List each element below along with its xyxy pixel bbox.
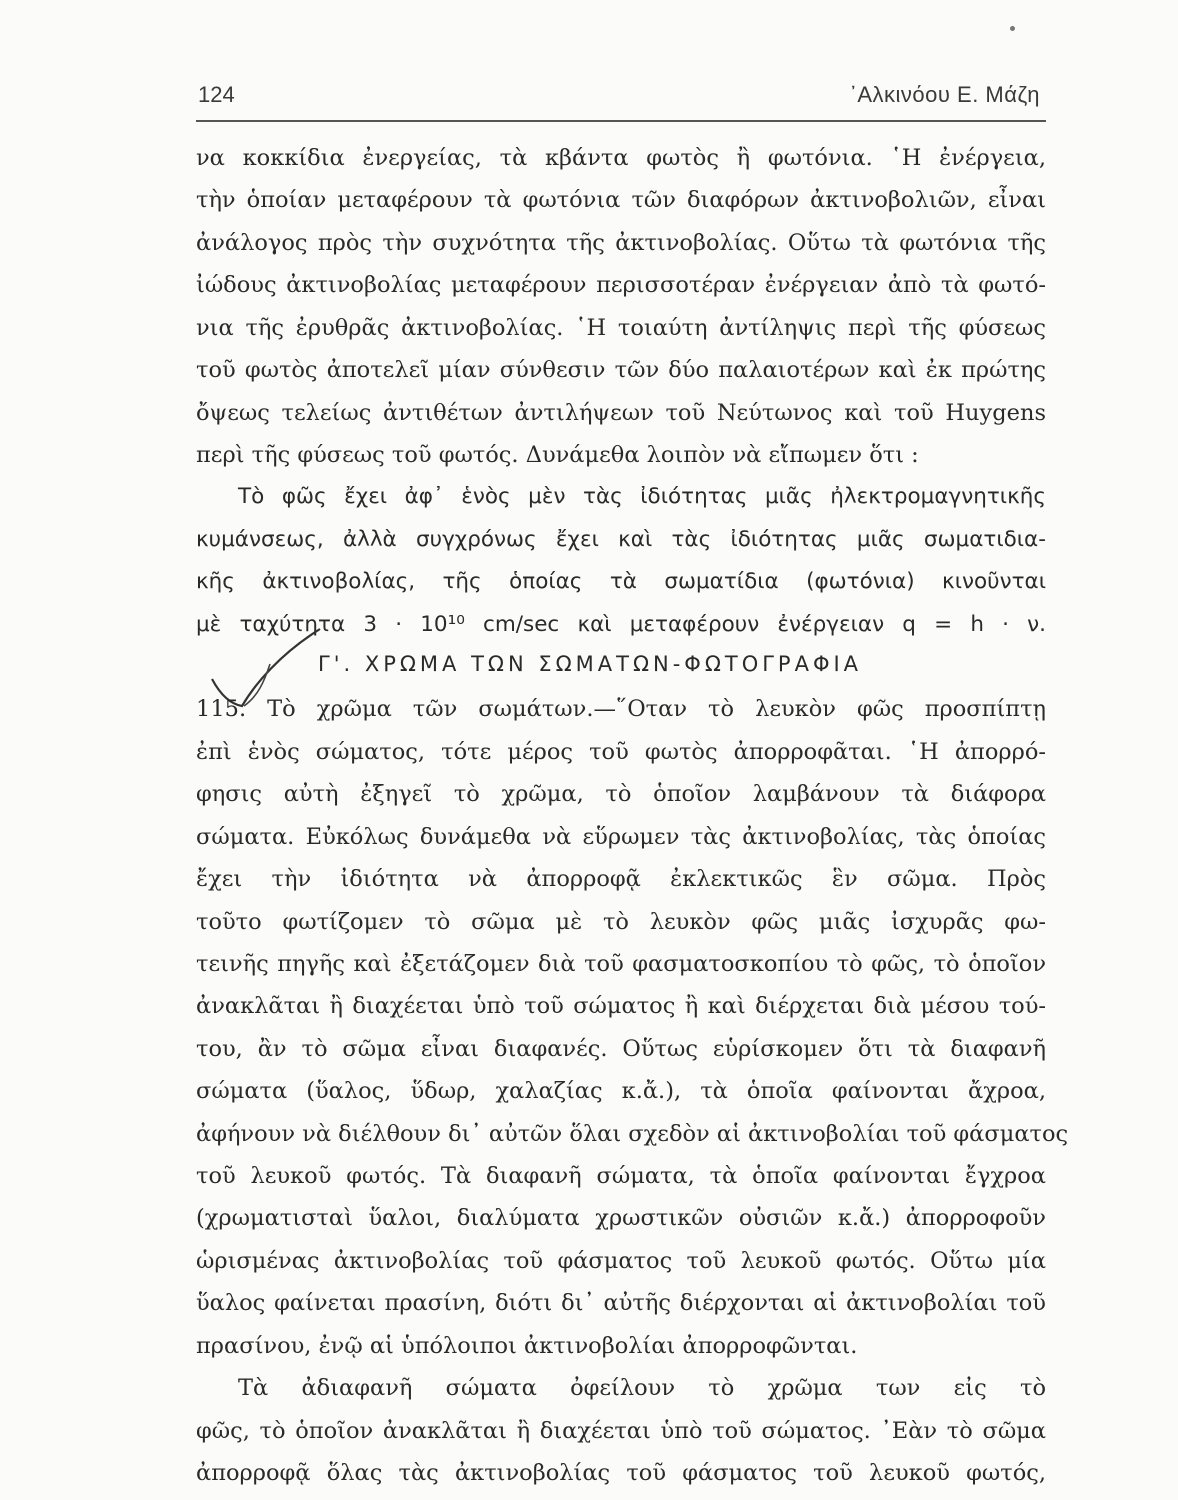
text-line: (χρωματισταὶ ὕαλοι, διαλύματα χρωστικῶν οὐσιῶν κ.ἄ.) ἀπορροφοῦν [196, 1205, 1046, 1232]
statement-line: μὲ ταχύτητα 3 · 10¹⁰ cm/sec καὶ μεταφέρουν ἐνέργειαν q = h · ν. [196, 611, 1046, 637]
text-line: τὴν ὁποίαν μεταφέρουν τὰ φωτόνια τῶν διαφόρων ἀκτινοβολιῶν, εἶναι [196, 187, 1046, 214]
text-line: τοῦ φωτὸς ἀποτελεῖ μίαν σύνθεσιν τῶν δύο παλαιοτέρων καὶ ἐκ πρώτης [196, 357, 1046, 384]
text-line: ἀφήνουν νὰ διέλθουν δι᾽ αὐτῶν ὅλαι σχεδὸν αἱ ἀκτινοβολίαι τοῦ φάσματος [196, 1120, 1069, 1147]
page-header [196, 80, 1040, 116]
running-title: ᾽Αλκινόου Ε. Μάζη [849, 82, 1040, 107]
statement-line: Τὸ φῶς ἔχει ἀφ᾽ ἑνὸς μὲν τὰς ἰδιότητας μιᾶς ἠλεκτρομαγνητικῆς [238, 484, 1046, 510]
text-line: ἀνακλᾶται ἢ διαχέεται ὑπὸ τοῦ σώματος ἢ καὶ διέρχεται διὰ μέσου τού- [196, 993, 1046, 1020]
section-115-title-line: 115. Τὸ χρῶμα τῶν σωμάτων.—῞Οταν τὸ λευκὸν φῶς προσπίπτῃ [196, 696, 1046, 723]
text-line: Τὰ ἀδιαφανῆ σώματα ὀφείλουν τὸ χρῶμα των εἰς τὸ [238, 1375, 1046, 1402]
header-rule [196, 120, 1046, 122]
text-line: ἀπορροφᾷ ὅλας τὰς ἀκτινοβολίας τοῦ φάσματος τοῦ λευκοῦ φωτός, [196, 1460, 1046, 1486]
handwritten-checkmark [200, 624, 330, 744]
text-line: ἀνάλογος πρὸς τὴν συχνότητα τῆς ἀκτινοβολίας. Οὕτω τὰ φωτόνια τῆς [196, 229, 1046, 256]
text-line: τοῦτο φωτίζομεν τὸ σῶμα μὲ τὸ λευκὸν φῶς μιᾶς ἰσχυρᾶς φω- [196, 908, 1046, 935]
statement-line: κυμάνσεως, ἀλλὰ συγχρόνως ἔχει καὶ τὰς ἰδιότητας μιᾶς σωματιδια- [196, 526, 1046, 552]
text-line: φησις αὐτὴ ἐξηγεῖ τὸ χρῶμα, τὸ ὁποῖον λαμβάνουν τὰ διάφορα [196, 781, 1046, 808]
ink-speck [1010, 26, 1015, 31]
text-line: περὶ τῆς φύσεως τοῦ φωτός. Δυνάμεθα λοιπὸν νὰ εἴπωμεν ὅτι : [196, 441, 919, 468]
text-line: να κοκκίδια ἐνεργείας, τὰ κβάντα φωτὸς ἢ φωτόνια. ῾Η ἐνέργεια, [196, 145, 1046, 171]
text-line: ὄψεως τελείως ἀντιθέτων ἀντιλήψεων τοῦ Νεύτωνος καὶ τοῦ Huygens [196, 399, 1046, 426]
page-number: 124 [198, 82, 235, 107]
text-line: νια τῆς ἐρυθρᾶς ἀκτινοβολίας. ῾Η τοιαύτη ἀντίληψις περὶ τῆς φύσεως [196, 314, 1046, 341]
text-line: ὡρισμένας ἀκτινοβολίας τοῦ φάσματος τοῦ λευκοῦ φωτός. Οὕτω μία [196, 1247, 1046, 1274]
text-line: ὕαλος φαίνεται πρασίνη, διότι δι᾽ αὐτῆς διέρχονται αἱ ἀκτινοβολίαι τοῦ [196, 1290, 1046, 1317]
section-heading: Γ'. ΧΡΩΜΑ ΤΩΝ ΣΩΜΑΤΩΝ-ΦΩΤΟΓΡΑΦΙΑ [318, 652, 863, 677]
text-line: ἐπὶ ἑνὸς σώματος, τότε μέρος τοῦ φωτὸς ἀπορροφᾶται. ῾Η ἀπορρό- [196, 738, 1046, 765]
text-line: ἰώδους ἀκτινοβολίας μεταφέρουν περισσοτέραν ἐνέργειαν ἀπὸ τὰ φωτό- [196, 272, 1046, 299]
statement-line: κῆς ἀκτινοβολίας, τῆς ὁποίας τὰ σωματίδια (φωτόνια) κινοῦνται [196, 569, 1046, 595]
text-line: ἔχει τὴν ἰδιότητα νὰ ἀπορροφᾷ ἐκλεκτικῶς ἓν σῶμα. Πρὸς [196, 866, 1046, 893]
text-line: σώματα (ὕαλος, ὕδωρ, χαλαζίας κ.ἄ.), τὰ ὁποῖα φαίνονται ἄχροα, [196, 1078, 1046, 1105]
text-line: του, ἂν τὸ σῶμα εἶναι διαφανές. Οὕτως εὑρίσκομεν ὅτι τὰ διαφανῆ [196, 1035, 1046, 1062]
text-line: τεινῆς πηγῆς καὶ ἐξετάζομεν διὰ τοῦ φασματοσκοπίου τὸ φῶς, τὸ ὁποῖον [196, 950, 1046, 977]
text-line: τοῦ λευκοῦ φωτός. Τὰ διαφανῆ σώματα, τὰ ὁποῖα φαίνονται ἔγχροα [196, 1163, 1046, 1190]
text-line: σώματα. Εὐκόλως δυνάμεθα νὰ εὕρωμεν τὰς ἀκτινοβολίας, τὰς ὁποίας [196, 823, 1046, 850]
text-line: φῶς, τὸ ὁποῖον ἀνακλᾶται ἢ διαχέεται ὑπὸ τοῦ σώματος. ᾽Εὰν τὸ σῶμα [196, 1417, 1046, 1444]
text-line: πρασίνου, ἐνῷ αἱ ὑπόλοιποι ἀκτινοβολίαι ἀπορροφῶνται. [196, 1332, 858, 1359]
